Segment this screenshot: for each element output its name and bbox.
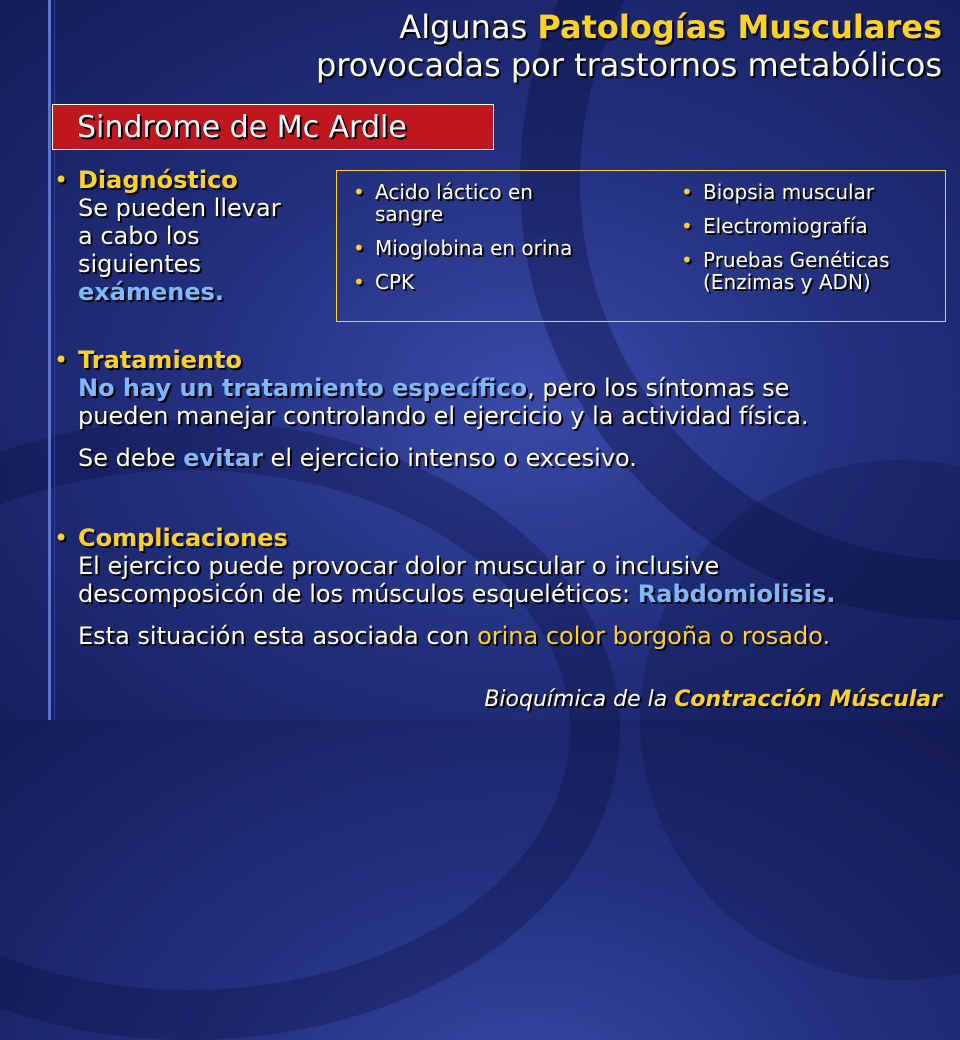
exams-box: [336, 170, 946, 322]
background-curve: [0, 420, 620, 1040]
title-text: Algunas: [399, 8, 538, 46]
diagnostico-text: a cabo los: [78, 222, 200, 250]
bullet-icon: •: [54, 524, 69, 552]
diagnostico-highlight: exámenes.: [78, 278, 225, 306]
bullet-icon: •: [681, 214, 693, 238]
exam-text: Biopsia muscular: [703, 180, 875, 204]
title-line-2: provocadas por trastornos metabólicos: [316, 46, 942, 84]
tratamiento-text: , pero los síntomas se: [527, 374, 790, 402]
tratamiento-text: el ejercicio intenso o excesivo.: [262, 444, 637, 472]
bullet-icon: •: [353, 270, 365, 294]
exam-item: [681, 181, 941, 203]
tratamiento-line: [78, 444, 938, 472]
exam-item: [681, 215, 941, 237]
complicaciones-text: descomposicón de los músculos esqueléticos:: [78, 580, 638, 608]
tratamiento-heading: Tratamiento: [78, 346, 242, 374]
complicaciones-line: [78, 622, 938, 650]
tratamiento-highlight: No hay un tratamiento específico: [78, 374, 528, 402]
diagnostico-section: [54, 166, 328, 306]
complicaciones-section: [54, 524, 938, 650]
tratamiento-highlight: evitar: [183, 444, 263, 472]
exam-item: [353, 237, 653, 259]
exams-right-column: [681, 181, 941, 305]
tratamiento-text: Se debe: [78, 444, 184, 472]
bullet-icon: •: [681, 180, 693, 204]
footer: [484, 687, 942, 712]
bullet-icon: •: [353, 180, 365, 204]
bullet-icon: •: [353, 236, 365, 260]
tratamiento-text: pueden manejar controlando el ejercicio y la actividad física.: [78, 402, 809, 430]
footer-text: Bioquímica de la: [484, 687, 675, 712]
exams-left-column: [353, 181, 653, 305]
tratamiento-section: [54, 346, 938, 472]
diagnostico-text: siguientes: [78, 250, 201, 278]
spacer: [78, 608, 938, 622]
complicaciones-highlight: orina color borgoña o rosado.: [477, 622, 831, 650]
bullet-icon: •: [54, 166, 69, 194]
diagnostico-heading: Diagnóstico: [78, 166, 238, 194]
exam-item: [681, 249, 941, 293]
bullet-icon: •: [681, 248, 693, 272]
exam-item: [353, 181, 653, 225]
complicaciones-highlight: Rabdomiolisis.: [637, 580, 836, 608]
exam-text: Mioglobina en orina: [375, 236, 573, 260]
diagnostico-text: Se pueden llevar: [78, 194, 281, 222]
footer-highlight: Contracción Múscular: [674, 687, 942, 712]
title-line-1: [316, 8, 942, 46]
exam-text: (Enzimas y ADN): [703, 270, 871, 294]
exam-text: Electromiografía: [703, 214, 868, 238]
complicaciones-text: El ejercico puede provocar dolor muscular o inclusive: [78, 552, 720, 580]
exam-text: CPK: [375, 270, 415, 294]
spacer: [78, 430, 938, 444]
complicaciones-text: Esta situación esta asociada con: [78, 622, 478, 650]
exam-item: [353, 271, 653, 293]
tratamiento-line: [78, 374, 938, 402]
exam-text: sangre: [375, 202, 444, 226]
slide-title: [316, 8, 942, 84]
title-highlight: Patologías Musculares: [537, 8, 942, 46]
complicaciones-heading: Complicaciones: [78, 524, 288, 552]
bullet-icon: •: [54, 346, 69, 374]
decorative-vertical-line: [48, 0, 51, 720]
complicaciones-line: [78, 580, 938, 608]
exam-text: Acido láctico en: [375, 180, 533, 204]
exam-text: Pruebas Genéticas: [703, 248, 890, 272]
section-banner: Sindrome de Mc Ardle: [52, 104, 494, 150]
